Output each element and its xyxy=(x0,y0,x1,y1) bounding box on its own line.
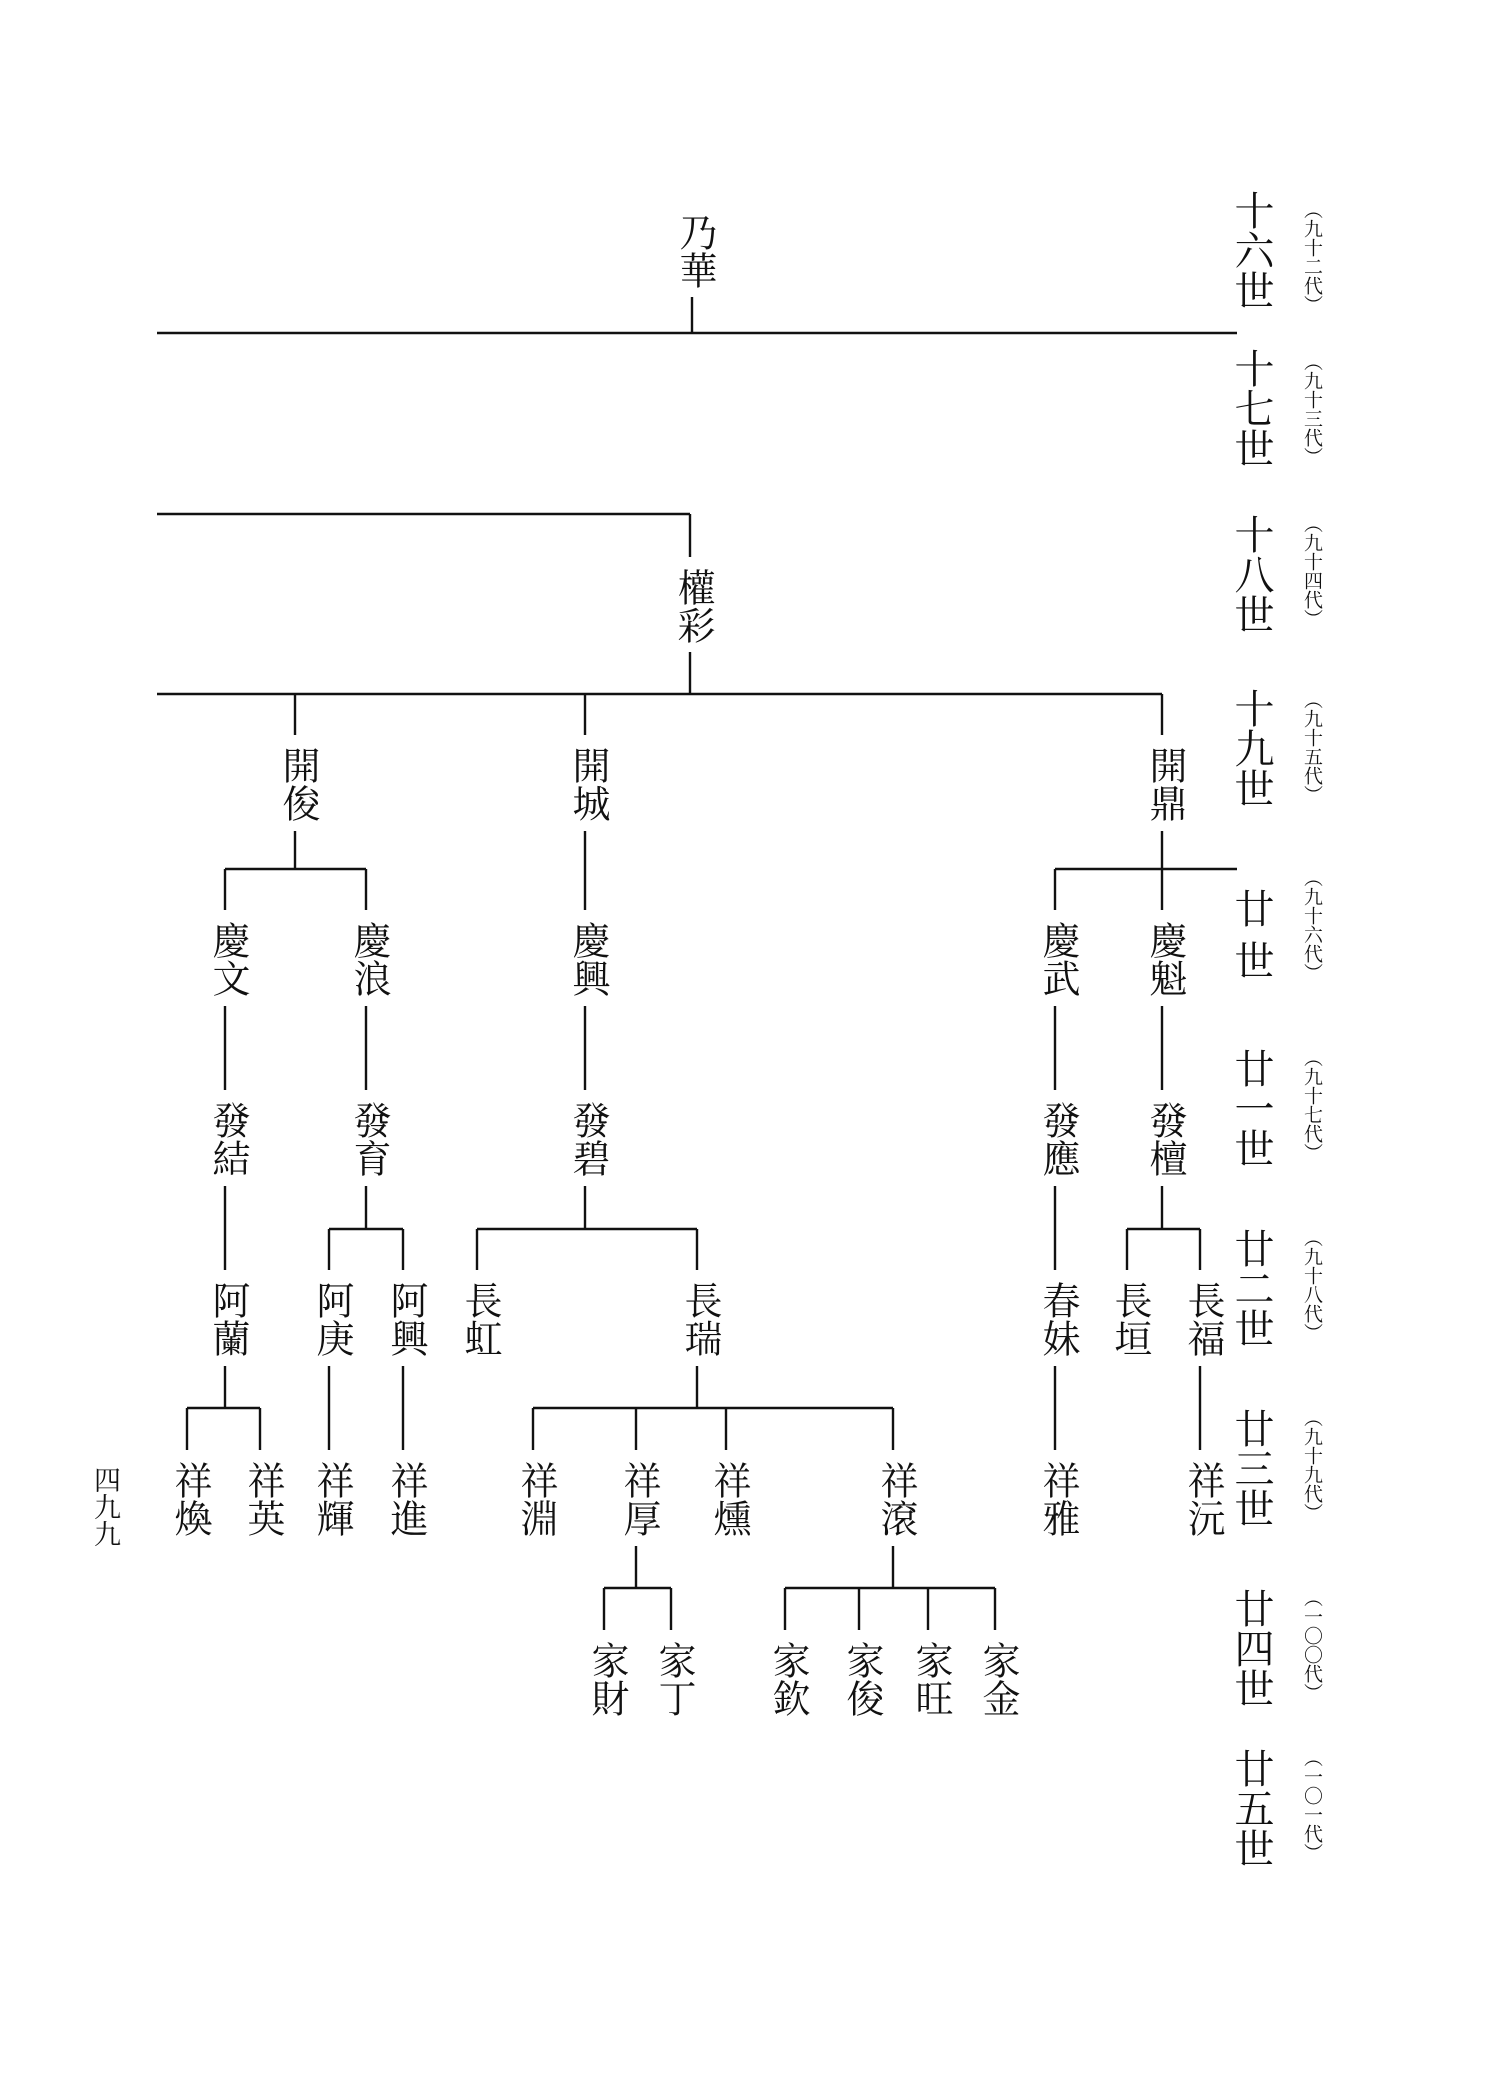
person-xiangxun: 祥燻 xyxy=(707,1461,751,1537)
person-xiangya: 祥雅 xyxy=(1036,1461,1080,1537)
generation-dai-label: （九十八代） xyxy=(1301,1228,1323,1342)
generation-dai-label: （九十二代） xyxy=(1301,200,1323,314)
person-qinglang: 慶浪 xyxy=(347,921,391,997)
generation-label: 十七世 xyxy=(1228,348,1274,468)
person-xianggun: 祥滾 xyxy=(874,1461,918,1537)
person-fayu: 發育 xyxy=(347,1101,391,1177)
person-qingwu: 慶武 xyxy=(1036,921,1080,997)
generation-label: 廿三世 xyxy=(1228,1408,1274,1528)
person-changrui: 長瑞 xyxy=(678,1281,722,1357)
person-qingwen: 慶文 xyxy=(206,921,250,997)
person-kaiding: 開鼎 xyxy=(1143,746,1187,822)
person-jiajun: 家俊 xyxy=(840,1641,884,1717)
person-jiawang: 家旺 xyxy=(909,1641,953,1717)
person-changhong: 長虹 xyxy=(458,1281,502,1357)
generation-label: 廿世 xyxy=(1228,888,1274,992)
generation-dai-label: （一〇〇代） xyxy=(1301,1588,1323,1702)
person-xiangying: 祥英 xyxy=(241,1461,285,1537)
generation-dai-label: （九十三代） xyxy=(1301,352,1323,466)
generation-dai-label: （九十四代） xyxy=(1301,514,1323,628)
person-jiacai: 家財 xyxy=(585,1641,629,1717)
generation-dai-label: （九十六代） xyxy=(1301,868,1323,982)
generation-label: 廿二世 xyxy=(1228,1228,1274,1348)
person-quancai: 權彩 xyxy=(671,568,715,644)
person-jiaqin: 家欽 xyxy=(766,1641,810,1717)
generation-label: 十九世 xyxy=(1228,688,1274,808)
person-jiajin: 家金 xyxy=(976,1641,1020,1717)
person-xianghou: 祥厚 xyxy=(617,1461,661,1537)
generation-dai-label: （九十七代） xyxy=(1301,1048,1323,1162)
person-qingxing: 慶興 xyxy=(566,921,610,997)
person-qingkui: 慶魁 xyxy=(1143,921,1187,997)
generation-label: 廿四世 xyxy=(1228,1588,1274,1708)
person-chunmei: 春妹 xyxy=(1036,1281,1080,1357)
person-ageng: 阿庚 xyxy=(310,1281,354,1357)
person-naihua: 乃華 xyxy=(673,213,717,289)
generation-dai-label: （一〇一代） xyxy=(1301,1748,1323,1862)
person-xiangjin: 祥進 xyxy=(384,1461,428,1537)
generation-dai-label: （九十五代） xyxy=(1301,690,1323,804)
page-number: 四九九 xyxy=(89,1466,120,1547)
person-changyuan: 長垣 xyxy=(1108,1281,1152,1357)
person-fajie: 發結 xyxy=(206,1101,250,1177)
person-jiading: 家丁 xyxy=(652,1641,696,1717)
person-xianghui: 祥輝 xyxy=(310,1461,354,1537)
person-changfu: 長福 xyxy=(1181,1281,1225,1357)
person-faying: 發應 xyxy=(1036,1101,1080,1177)
person-xiangyuan: 祥淵 xyxy=(514,1461,558,1537)
person-xianghuan: 祥煥 xyxy=(168,1461,212,1537)
generation-dai-label: （九十九代） xyxy=(1301,1408,1323,1522)
generation-label: 十六世 xyxy=(1228,190,1274,310)
person-fatan: 發檀 xyxy=(1143,1101,1187,1177)
person-xiangyuan2: 祥沅 xyxy=(1181,1461,1225,1537)
person-axing: 阿興 xyxy=(384,1281,428,1357)
person-fabi: 發碧 xyxy=(566,1101,610,1177)
person-kaicheng: 開城 xyxy=(566,746,610,822)
generation-label: 廿一世 xyxy=(1228,1048,1274,1168)
person-alan: 阿蘭 xyxy=(206,1281,250,1357)
generation-label: 十八世 xyxy=(1228,514,1274,634)
person-kaijun: 開俊 xyxy=(276,746,320,822)
generation-label: 廿五世 xyxy=(1228,1748,1274,1868)
